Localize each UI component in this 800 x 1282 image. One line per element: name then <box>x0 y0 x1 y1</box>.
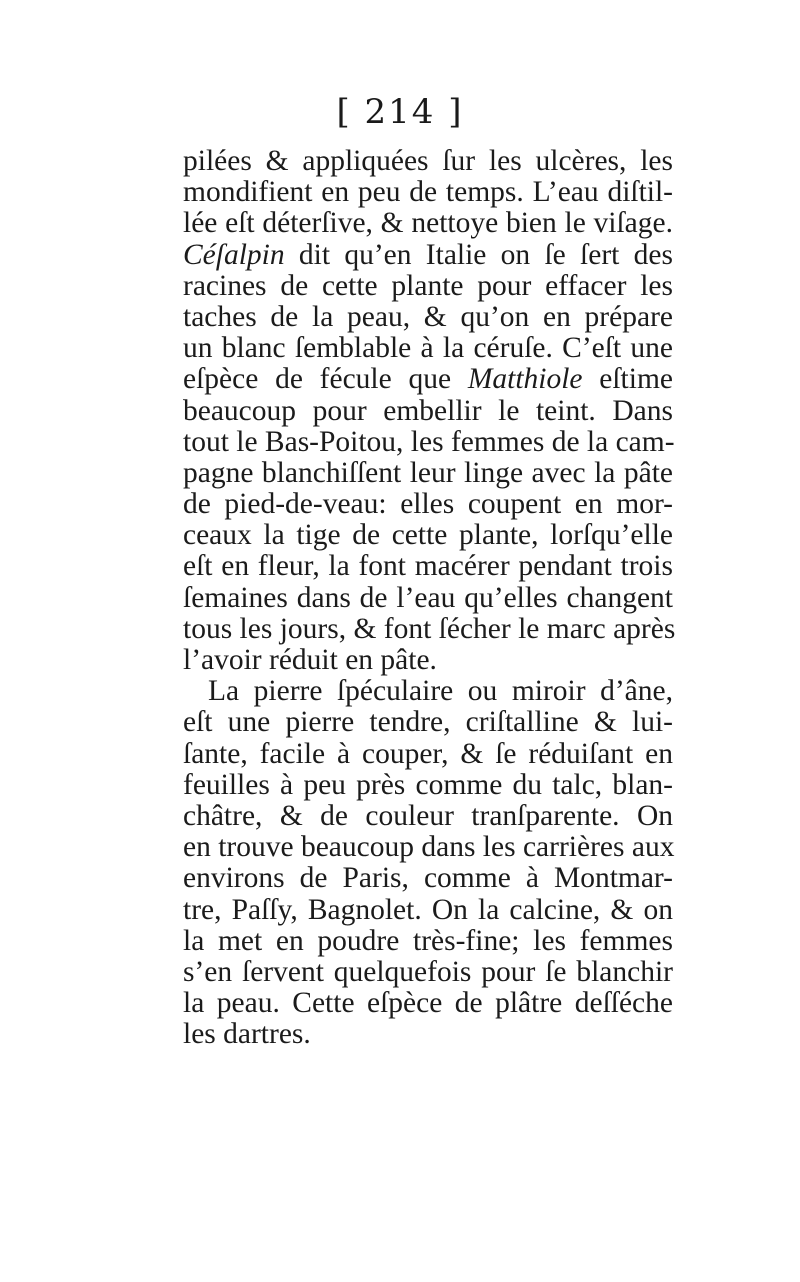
text-line <box>183 240 673 271</box>
italic-name: Matthiole <box>467 363 583 396</box>
text-segment: feuilles à peu près comme du talc, blan- <box>183 768 673 801</box>
text-line <box>183 208 673 239</box>
text-segment: l’avoir réduit en pâte. <box>183 644 437 676</box>
text-line <box>183 612 676 645</box>
text-line <box>183 551 673 582</box>
text-segment: tre, Paſſy, Bagnolet. On la calcine, & on <box>183 893 673 926</box>
text-segment: ſemaines dans de l’eau qu’elles changent <box>183 581 673 614</box>
text-segment: dit qu’en Italie on ſe ſert des <box>284 238 673 271</box>
text-segment: tous les jours, & font ſécher le marc après <box>183 612 676 645</box>
paragraph <box>183 676 673 1050</box>
text-line <box>183 583 673 614</box>
text-line <box>183 146 673 177</box>
text-line <box>183 396 673 427</box>
text-line <box>183 957 673 988</box>
text-segment: beaucoup pour embellir le teint. Dans <box>183 394 673 427</box>
text-line <box>183 707 673 738</box>
text-segment: eſt une pierre tendre, criſtalline & lui- <box>183 706 673 739</box>
text-segment: un blanc ſemblable à la céruſe. C’eſt une <box>183 332 673 365</box>
text-line <box>183 1019 673 1050</box>
text-segment: en trouve beaucoup dans les carrières aux <box>183 831 675 864</box>
text-line <box>183 988 673 1019</box>
text-line <box>183 832 673 863</box>
text-segment: ceaux la tige de cette plante, lorſqu’elle <box>183 519 673 552</box>
text-line <box>183 333 673 364</box>
text-line <box>183 645 673 676</box>
text-segment: mondifient en peu de temps. L’eau diſtil- <box>183 176 673 209</box>
text-segment: pagne blanchiſſent leur linge avec la pâte <box>183 456 673 489</box>
text-segment: les dartres. <box>183 1018 311 1051</box>
text-line <box>183 302 673 333</box>
text-segment: racines de cette plante pour effacer les <box>183 269 673 302</box>
text-line <box>183 895 673 926</box>
text-segment: eſt en fleur, la font macérer pendant trois <box>183 550 673 583</box>
text-segment: la met en poudre très-fine; les femmes <box>183 924 673 957</box>
italic-name: Céſalpin <box>183 238 285 271</box>
body-text <box>183 145 676 1051</box>
text-line <box>183 676 673 707</box>
text-segment: châtre, & de couleur tranſparente. On <box>183 799 673 832</box>
text-segment: tout le Bas-Poitou, les femmes de la cam- <box>183 425 675 458</box>
text-segment: lée eſt déterſive, & nettoye bien le viſage. <box>183 207 673 240</box>
text-segment: s’en ſervent quelquefois pour ſe blanchir <box>183 955 673 988</box>
page-number: [ 214 ] <box>336 92 464 132</box>
text-segment: de pied-de-veau: elles coupent en mor- <box>183 488 673 521</box>
text-line <box>183 489 673 520</box>
text-line <box>183 364 673 395</box>
text-line <box>183 271 673 302</box>
text-segment: pilées & appliquées ſur les ulcères, les <box>183 145 673 177</box>
text-segment: eſtime <box>582 363 673 396</box>
text-line <box>183 770 673 801</box>
text-line <box>183 863 673 894</box>
paragraph <box>183 145 676 676</box>
text-line <box>183 739 673 770</box>
text-line <box>183 801 673 832</box>
text-line <box>183 427 673 458</box>
text-segment: La pierre ſpéculaire ou miroir d’âne, <box>208 675 673 708</box>
text-segment: eſpèce de fécule que <box>183 363 468 396</box>
text-segment: taches de la peau, & qu’on en prépare <box>183 300 673 333</box>
text-line <box>183 926 673 957</box>
text-segment: ſante, facile à couper, & ſe réduiſant en <box>183 737 673 770</box>
text-line <box>183 520 673 551</box>
text-segment: la peau. Cette eſpèce de plâtre deſſéche <box>183 987 673 1020</box>
text-segment: environs de Paris, comme à Montmar- <box>183 862 673 895</box>
text-line <box>183 177 673 208</box>
text-line <box>183 458 673 489</box>
